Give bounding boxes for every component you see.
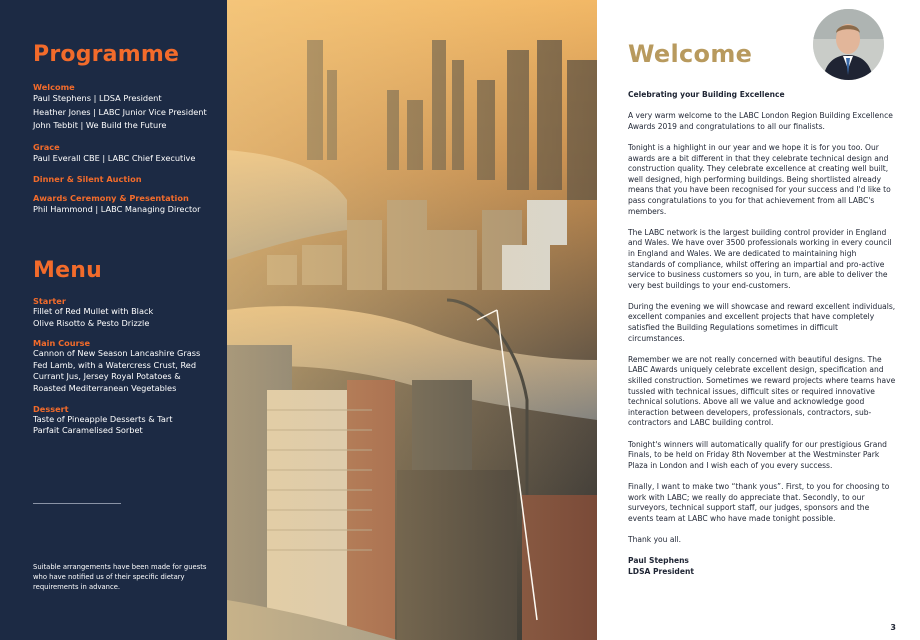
welcome-paragraph: The LABC network is the largest building control provider in England and Wales. We have over 3500 professionals working in every council in England and Wales. We are dedicated to maintaining high standards of compliance, whilst offering an impartial and pro-active service to business customers so you, in turn, are able to deliver the very best buildings to your end-customers. — [628, 227, 892, 290]
welcome-lead: Celebrating your Building Excellence — [628, 90, 785, 99]
page-number: 3 — [890, 623, 896, 632]
welcome-paragraph: During the evening we will showcase and reward excellent individuals, excellent companies and excellent projects that have completely satisfied the Building Regulations sometimes in difficult circumstances. — [628, 301, 896, 343]
menu-line: Fillet of Red Mullet with Black — [33, 306, 154, 316]
programme-heading-dinner: Dinner & Silent Auction — [33, 174, 142, 184]
menu-line: Parfait Caramelised Sorbet — [33, 425, 143, 436]
divider — [33, 503, 121, 504]
programme-line: John Tebbit | We Build the Future — [33, 120, 167, 130]
city-aerial-photo — [227, 0, 597, 640]
right-panel — [597, 0, 920, 640]
menu-list — [33, 290, 223, 437]
menu-line: Fed Lamb, with a Watercress Crust, Red — [33, 359, 197, 370]
menu-line: Olive Risotto & Pesto Drizzle — [33, 317, 150, 328]
city-aerial-illustration — [227, 0, 597, 640]
programme-heading-welcome: Welcome — [33, 82, 75, 92]
avatar — [813, 9, 884, 80]
portrait-illustration — [813, 9, 884, 80]
welcome-letter — [628, 90, 896, 577]
welcome-paragraph: Tonight is a highlight in our year and we hope it is for you too. Our awards are a bit different in that they celebrate technical design and construction quality. They celebrate excellence at creating well built, well designed, high performing buildings. Being shortlisted already means that you have been recognised for your success and I'd like to pass congratulations to you for that achievement from all LABC's members. — [628, 142, 891, 216]
menu-heading-main: Main Course — [33, 338, 91, 349]
programme-list — [33, 74, 223, 217]
programme-line: Heather Jones | LABC Junior Vice President — [33, 106, 207, 117]
menu-heading-starter: Starter — [33, 296, 66, 306]
menu-heading-dessert: Dessert — [33, 403, 69, 414]
left-panel — [0, 0, 227, 640]
welcome-paragraph: Thank you all. — [628, 534, 682, 544]
welcome-paragraph: Remember we are not really concerned with beautiful designs. The LABC Awards uniquely celebrate excellent design, specification and skilled construction. Sometimes we reward projects where teams have tussled with technical issues, difficult sites or required innovative technical solutions. Above all we value and acknowledge good interaction between developers, professionals, contractors, sub-contractors and LABC building control. — [628, 354, 896, 428]
programme-title: Programme — [33, 42, 180, 67]
programme-heading-awards: Awards Ceremony & Presentation — [33, 193, 189, 203]
programme-line: Paul Everall CBE | LABC Chief Executive — [33, 152, 196, 163]
welcome-paragraph: A very warm welcome to the LABC London Region Building Excellence Awards 2019 and congratulations to all our finalists. — [628, 111, 893, 131]
welcome-title: Welcome — [628, 40, 753, 68]
dietary-footnote: Suitable arrangements have been made for guests who have notified us of their specific dietary requirements in advance. — [33, 563, 207, 591]
welcome-paragraph: Tonight's winners will automatically qualify for our prestigious Grand Finals, to be held on Friday 8th November at the Westminster Park Plaza in London and I wish each of you every success. — [628, 439, 887, 470]
signature-title: LDSA President — [628, 566, 694, 576]
programme-line: Paul Stephens | LDSA President — [33, 93, 162, 103]
menu-line: Cannon of New Season Lancashire Grass — [33, 348, 201, 359]
signature-name: Paul Stephens — [628, 556, 689, 566]
programme-line: Phil Hammond | LABC Managing Director — [33, 204, 201, 214]
menu-title: Menu — [33, 258, 102, 283]
menu-line: Taste of Pineapple Desserts & Tart — [33, 413, 173, 424]
menu-line: Roasted Mediterranean Vegetables — [33, 382, 177, 393]
menu-line: Currant Jus, Jersey Royal Potatoes & — [33, 371, 181, 382]
welcome-paragraph: Finally, I want to make two “thank yous”. First, to you for choosing to work with LABC; we really do appreciate that. Secondly, to our surveyors, technical support staff, our judges, sponsors and the events team at LABC who have made tonight possible. — [628, 481, 890, 523]
programme-heading-grace: Grace — [33, 141, 60, 152]
